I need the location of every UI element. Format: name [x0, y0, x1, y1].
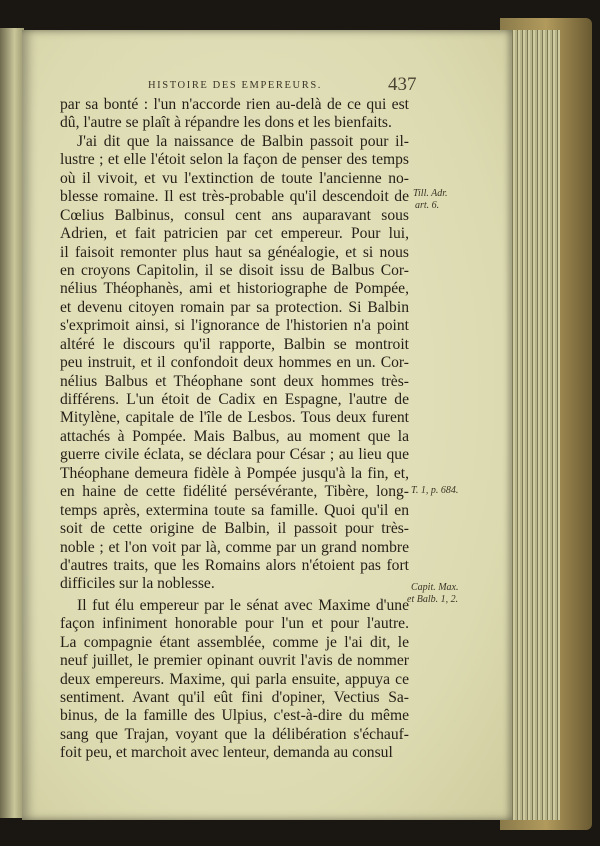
text-line: Il fut élu empereur par le sénat avec Maxime d'une — [77, 596, 409, 614]
text-line: sentiment. Avant qu'il eût fini d'opiner, Vectius Sa- — [60, 689, 409, 706]
text-line: noble ; et l'on voit par là, comme par un grand nombre — [60, 538, 409, 556]
margin-note-line: Till. Adr. — [413, 188, 448, 199]
facing-page-edge — [0, 28, 24, 818]
text-line: guerre civile éclata, se déclara pour César ; au lieu que — [60, 446, 409, 464]
text-line: blesse romaine. Il est très-probable qu'il descendoit de — [60, 188, 409, 206]
text-line: lustre ; et elle l'étoit selon la façon de penser des temps — [60, 151, 409, 169]
text-line: façon infiniment honorable pour l'un et pour l'autre. — [60, 615, 409, 633]
margin-note — [411, 485, 458, 497]
text-line: en haine de cette fidélité persévérante, Tibère, long- — [60, 483, 409, 501]
text-line: La compagnie étant assemblée, comme je l'ai dit, le — [60, 633, 409, 651]
text-line: attachés à Pompée. Mais Balbus, au moment que la — [60, 427, 409, 445]
text-line: soit de cette origine de Balbin, il passoit pour très- — [60, 520, 409, 538]
text-line: binus, de la famille des Ulpius, c'est-à-dire du même — [60, 707, 409, 725]
text-line: deux empereurs. Maxime, qui parla ensuite, appuya ce — [60, 670, 409, 688]
margin-note — [407, 582, 459, 606]
text-line: peu instruit, et il confondoit deux hommes en un. Cor- — [60, 354, 409, 372]
margin-note-line: T. 1, p. 684. — [411, 485, 459, 496]
running-title: HISTOIRE DES EMPEREURS. — [148, 80, 322, 91]
text-line: par sa bonté : l'un n'accorde rien au-delà de ce qui est — [60, 96, 409, 113]
margin-note-line: et Balb. 1, 2. — [407, 594, 459, 605]
page-stack-edge — [505, 30, 560, 820]
body-text — [60, 96, 409, 763]
text-line: nélius Balbus et Théophane sont deux hommes très- — [60, 372, 409, 390]
text-line: différens. L'un étoit de Cadix en Espagne, l'autre de — [60, 391, 409, 408]
text-line: difficiles sur la noblesse. — [60, 575, 215, 593]
text-line: neuf juillet, le premier opinant ouvrit l'avis de nommer — [60, 652, 409, 670]
margin-note-line: Capit. Max. — [411, 582, 459, 593]
text-line: Théophane demeura fidèle à Pompée jusqu'à la fin, et, — [60, 464, 409, 482]
text-line: dû, l'autre se plaît à répandre les dons et les bienfaits. — [60, 114, 392, 132]
text-line: J'ai dit que la naissance de Balbin passoit pour il- — [77, 132, 409, 150]
text-line: Cœlius Balbinus, consul cent ans auparavant sous — [60, 206, 409, 224]
text-line: en croyons Capitolin, il se disoit issu de Balbus Cor- — [60, 261, 409, 279]
text-line: et devenu citoyen romain par sa protection. Si Balbin — [60, 298, 409, 316]
text-line: Adrien, et fait patricien par cet empereur. Pour lui, — [60, 225, 409, 243]
margin-note — [413, 188, 448, 212]
text-line: s'exprimoit ainsi, si l'ignorance de l'historien n'a point — [60, 317, 409, 335]
margin-note-line: art. 6. — [415, 200, 440, 211]
text-line: foit peu, et marchoit avec lenteur, demanda au consul — [60, 744, 393, 762]
text-line: sang que Trajan, voyant que la délibération s'échauf- — [60, 725, 409, 743]
text-line: nélius Théophanès, ami et historiographe de Pompée, — [60, 280, 409, 298]
page-number: 437 — [388, 74, 417, 95]
text-line: altéré le discours qu'il rapporte, Balbin se montroit — [60, 335, 409, 353]
text-line: temps après, extermina toute sa famille. Quoi qu'il en — [60, 501, 409, 519]
text-line: où il vivoit, et vu l'extinction de toute l'ancienne no- — [60, 169, 409, 187]
text-line: il faisoit remonter plus haut sa généalogie, et si nous — [60, 243, 409, 261]
text-line: Mitylène, capitale de l'île de Lesbos. Tous deux furent — [60, 409, 409, 427]
text-line: d'autres traits, que les Romains alors n'étoient pas fort — [60, 556, 409, 574]
